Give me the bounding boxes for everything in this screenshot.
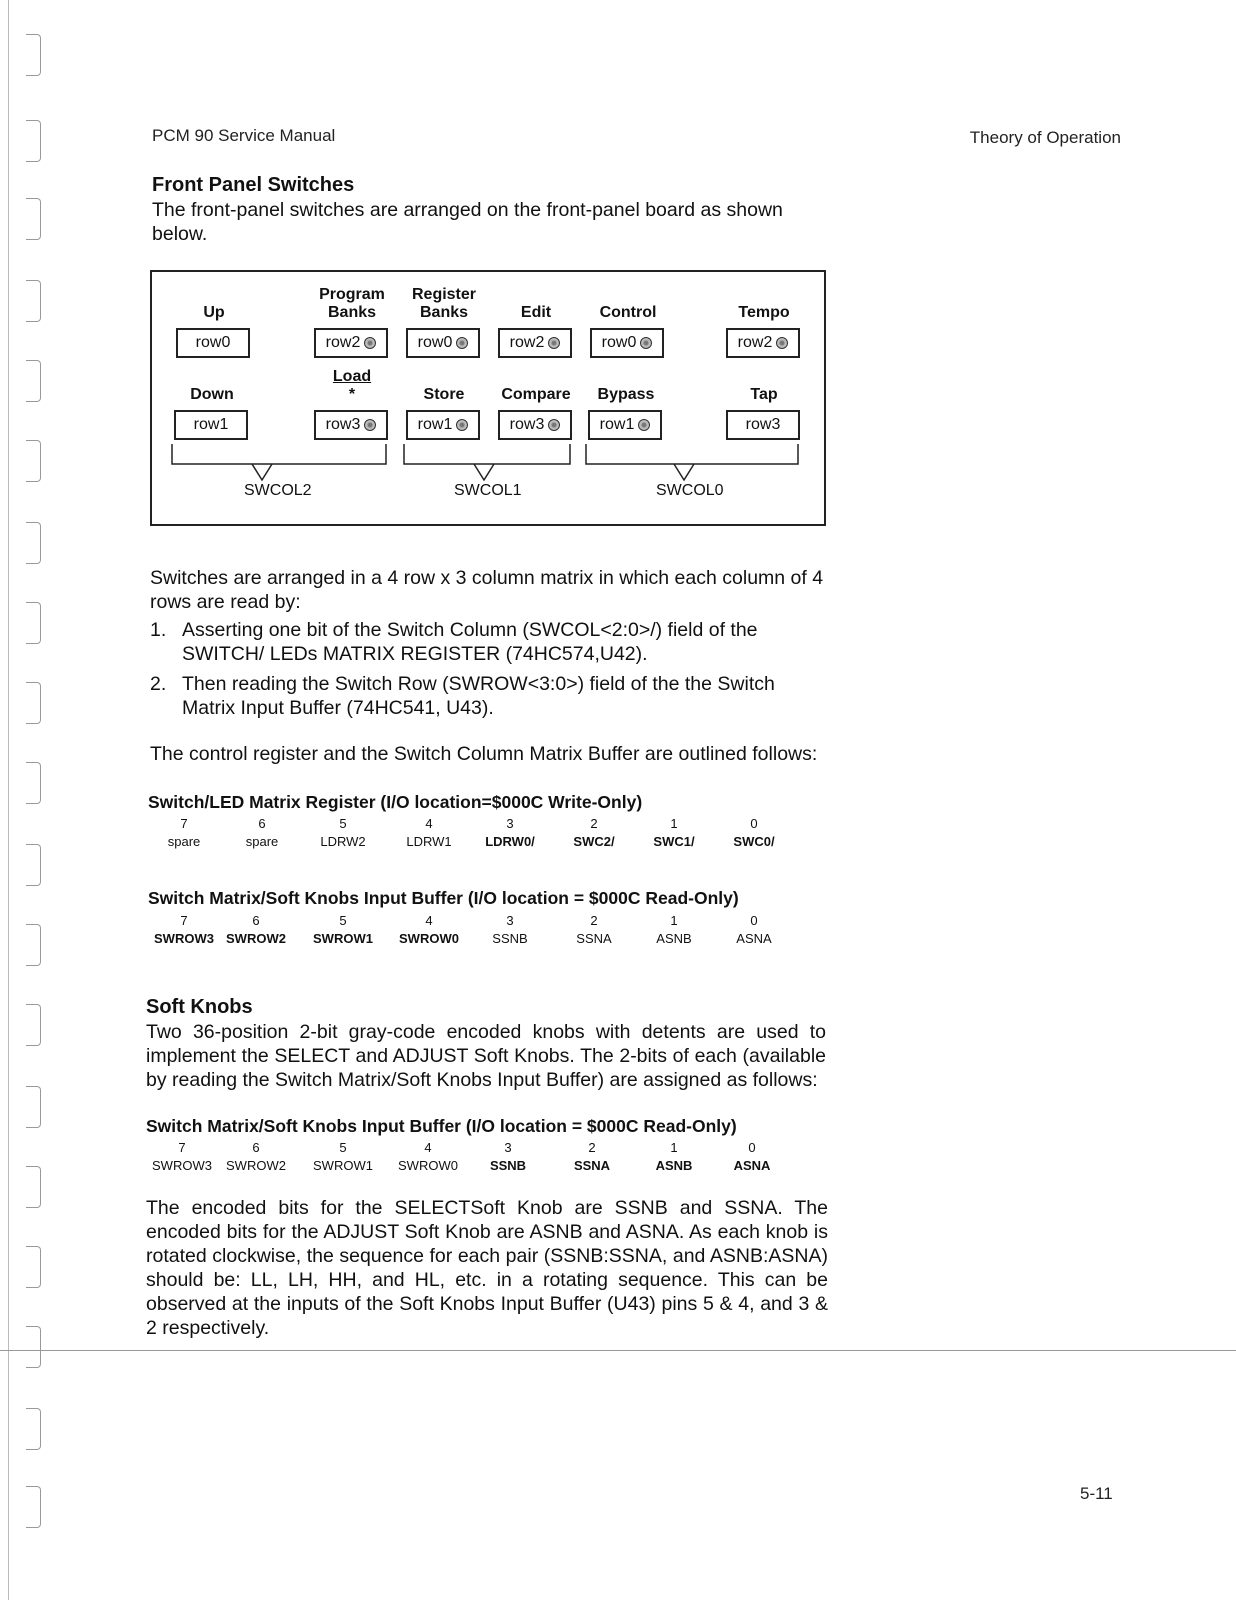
switch-tap: Tap row3 bbox=[718, 386, 810, 404]
register-title-input-buffer-knobs: Switch Matrix/Soft Knobs Input Buffer (I/O location = $000C Read-Only) bbox=[146, 1116, 737, 1136]
column-label-swcol1: SWCOL1 bbox=[454, 482, 522, 499]
header-section-title: Theory of Operation bbox=[969, 128, 1121, 147]
list-item: 2. Then reading the Switch Row (SWROW<3:0>) field of the the Switch Matrix Input Buffer (74HC541, U43). bbox=[150, 673, 775, 719]
outline-paragraph: The control register and the Switch Column Matrix Buffer are outlined follows: bbox=[150, 743, 818, 765]
switch-compare: Compare row3 bbox=[490, 386, 582, 404]
section-title-soft-knobs: Soft Knobs bbox=[146, 996, 253, 1018]
matrix-paragraph: Switches are arranged in a 4 row x 3 column matrix in which each column of 4 rows are read by: bbox=[150, 567, 824, 613]
switch-store: Store row1 bbox=[398, 386, 490, 404]
switch-up: Up row0 bbox=[168, 304, 260, 322]
switch-register-banks: Register Banks row0 bbox=[398, 286, 490, 322]
soft-knobs-paragraph: Two 36-position 2-bit gray-code encoded knobs with detents are used to implement the SELECT and ADJUST Soft Knobs. The 2-bits of each (available by reading the Switch Matrix/Soft Knobs Input Buffer) are assigned as follows: bbox=[146, 1021, 826, 1091]
switch-down: Down row1 bbox=[166, 386, 258, 404]
switch-bypass: Bypass row1 bbox=[580, 386, 672, 404]
encoding-paragraph: The encoded bits for the SELECTSoft Knob are SSNB and SSNA. The encoded bits for the ADJUST Soft Knob are ASNB and ASNA. As each knob is rotated clockwise, the sequence for each pair (SSNB:SSNA, and ASNB:ASNA) should be: LL, LH, HH, and HL, etc. in a rotating sequence. This can be observed at the inputs of the Soft Knobs Input Buffer (U43) pins 5 & 4, and 3 & 2 respectively. bbox=[146, 1197, 828, 1339]
section-intro: The front-panel switches are arranged on the front-panel board as shown below. bbox=[152, 199, 783, 245]
register-table-input-buffer-knobs: 7 6 5 4 3 2 1 0 SWROW3 SWROW2 SWROW1 SWROW0 SSNB SSNA ASNB ASNA bbox=[152, 1140, 771, 1173]
register-title-input-buffer: Switch Matrix/Soft Knobs Input Buffer (I/O location = $000C Read-Only) bbox=[148, 888, 739, 908]
switch-tempo: Tempo row2 bbox=[718, 304, 810, 322]
switch-edit: Edit row2 bbox=[490, 304, 582, 322]
column-label-swcol2: SWCOL2 bbox=[244, 482, 312, 499]
register-table-input-buffer: 7 6 5 4 3 2 1 0 SWROW3 SWROW2 SWROW1 SWROW0 SSNB SSNA ASNB ASNA bbox=[154, 913, 772, 946]
section-title-front-panel: Front Panel Switches bbox=[152, 174, 355, 196]
list-item: 1. Asserting one bit of the Switch Column (SWCOL<2:0>/) field of the SWITCH/ LEDs MATRIX REGISTER (74HC574,U42). bbox=[150, 619, 758, 665]
read-steps-list bbox=[150, 618, 830, 726]
register-table-switch-led: 7 6 5 4 3 2 1 0 spare spare LDRW2 LDRW1 LDRW0/ SWC2/ SWC1/ SWC0/ bbox=[167, 816, 775, 849]
switch-program-banks: Program Banks row2 bbox=[306, 286, 398, 322]
front-panel-diagram bbox=[150, 270, 826, 526]
switch-load: Load * row3 bbox=[306, 368, 398, 404]
page-number: 5-11 bbox=[1080, 1484, 1113, 1503]
column-label-swcol0: SWCOL0 bbox=[656, 482, 724, 499]
register-title-switch-led: Switch/LED Matrix Register (I/O location=$000C Write-Only) bbox=[148, 792, 643, 812]
switch-control: Control row0 bbox=[582, 304, 674, 322]
header-manual-title: PCM 90 Service Manual bbox=[152, 126, 336, 145]
page-divider bbox=[0, 1350, 1236, 1351]
